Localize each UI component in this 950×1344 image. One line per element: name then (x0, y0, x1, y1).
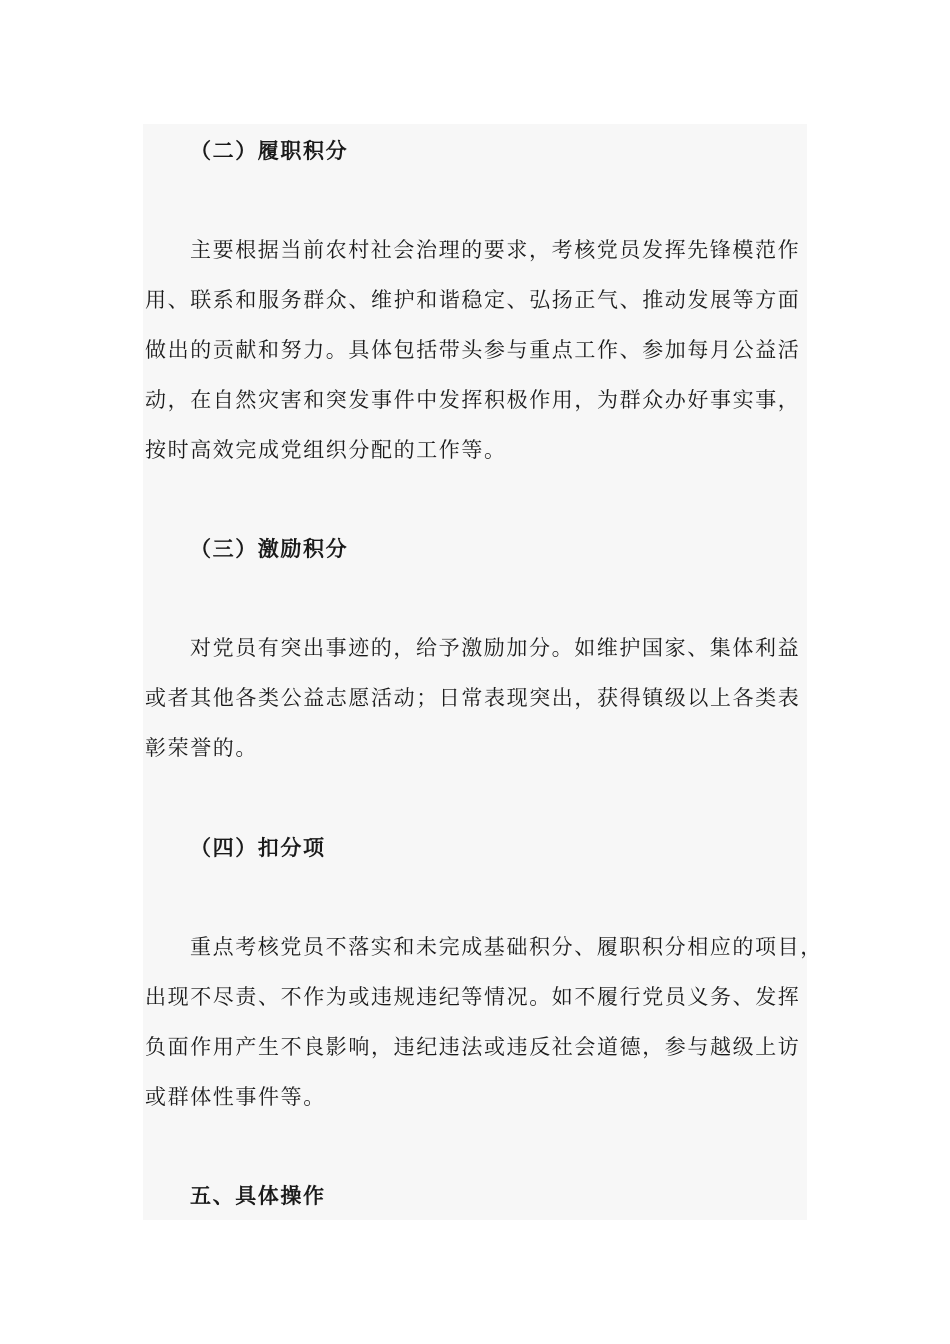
body-line: 或者其他各类公益志愿活动；日常表现突出，获得镇级以上各类表 (145, 686, 801, 710)
section-body-4 (145, 922, 823, 1122)
body-line: 或群体性事件等。 (145, 1085, 326, 1109)
body-line: 用、联系和服务群众、维护和谐稳定、弘扬正气、推动发展等方面 (145, 288, 801, 312)
section-heading-3: （三）激励积分 (190, 536, 349, 561)
section-heading-4: （四）扣分项 (190, 835, 326, 860)
body-line: 彰荣誉的。 (145, 736, 258, 760)
section-heading-5: 五、具体操作 (190, 1183, 326, 1208)
section-body-3 (145, 623, 801, 773)
section-body-2 (145, 225, 801, 475)
body-line: 动，在自然灾害和突发事件中发挥积极作用，为群众办好事实事， (145, 388, 801, 412)
body-line: 对党员有突出事迹的，给予激励加分。如维护国家、集体利益 (190, 636, 801, 660)
body-line: 按时高效完成党组织分配的工作等。 (145, 438, 507, 462)
body-line: 主要根据当前农村社会治理的要求，考核党员发挥先锋模范作 (190, 238, 801, 262)
body-line: 重点考核党员不落实和未完成基础积分、履职积分相应的项目， (190, 935, 823, 959)
section-heading-2: （二）履职积分 (190, 138, 349, 163)
body-line: 负面作用产生不良影响，违纪违法或违反社会道德，参与越级上访 (145, 1035, 801, 1059)
body-line: 出现不尽责、不作为或违规违纪等情况。如不履行党员义务、发挥 (145, 985, 801, 1009)
body-line: 做出的贡献和努力。具体包括带头参与重点工作、参加每月公益活 (145, 338, 801, 362)
